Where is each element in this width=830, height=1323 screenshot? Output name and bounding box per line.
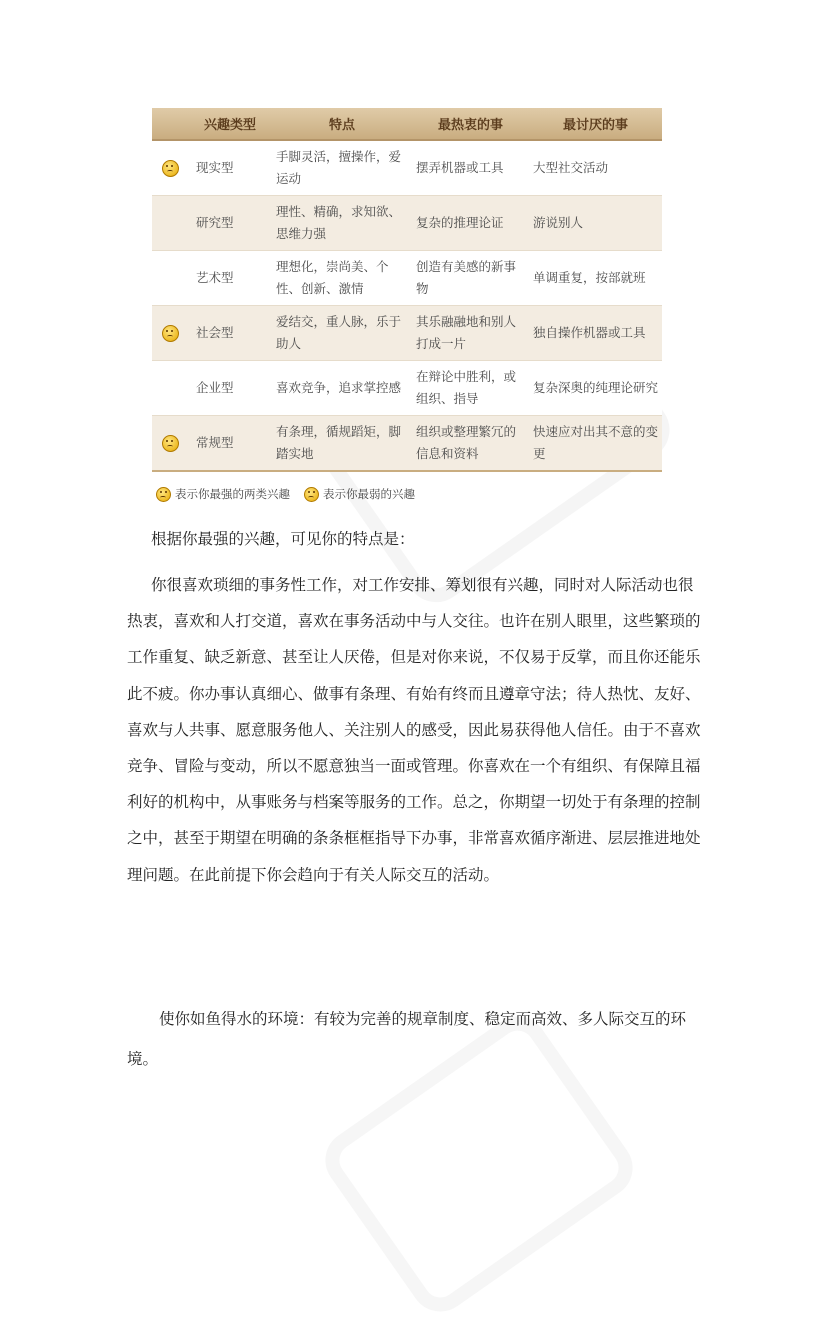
- dislike-cell: 游说别人: [529, 196, 662, 251]
- type-cell: 企业型: [188, 361, 272, 416]
- dislike-cell: 大型社交活动: [529, 140, 662, 196]
- type-cell: 常规型: [188, 416, 272, 472]
- like-cell: 摆弄机器或工具: [412, 140, 529, 196]
- table-row: [152, 140, 662, 196]
- header-icon: [152, 108, 188, 140]
- table-header-row: [152, 108, 662, 140]
- body-paragraph: 你很喜欢琐细的事务性工作，对工作安排、筹划很有兴趣，同时对人际活动也很热衷，喜欢和人打交道，喜欢在事务活动中与人交往。也许在别人眼里，这些繁琐的工作重复、缺乏新意、甚至让人厌倦，但是对你来说，不仅易于反掌，而且你还能乐此不疲。你办事认真细心、做事有条理、有始有终而且遵章守法；待人热忱、友好、喜欢与人共事、愿意服务他人、关注别人的感受，因此易获得他人信任。由于不喜欢竞争、冒险与变动，所以不愿意独当一面或管理。你喜欢在一个有组织、有保障且福利好的机构中，从事账务与档案等服务的工作。总之，你期望一切处于有条理的控制之中，甚至于期望在明确的条条框框指导下办事，非常喜欢循序渐进、层层推进地处理问题。在此前提下你会趋向于有关人际交互的活动。: [127, 576, 701, 884]
- type-cell: 艺术型: [188, 251, 272, 306]
- header-least-favorite: 最讨厌的事: [529, 108, 662, 140]
- dislike-cell: 复杂深奥的纯理论研究: [529, 361, 662, 416]
- legend-weak-label: 表示你最弱的兴趣: [323, 487, 415, 501]
- feature-cell: 理性、精确，求知欲、思维力强: [272, 196, 412, 251]
- row-icon-cell: [152, 361, 188, 416]
- table-row: [152, 251, 662, 306]
- strong-face-icon: [162, 325, 179, 342]
- dislike-cell: 独自操作机器或工具: [529, 306, 662, 361]
- row-icon-cell: [152, 140, 188, 196]
- row-icon-cell: [152, 196, 188, 251]
- feature-cell: 理想化，崇尚美、个性、创新、激情: [272, 251, 412, 306]
- table-row: [152, 361, 662, 416]
- table-row: [152, 306, 662, 361]
- environment-paragraph: 使你如鱼得水的环境：有较为完善的规章制度、稳定而高效、多人际交互的环境。: [127, 1010, 687, 1068]
- interest-table-figure: [152, 108, 662, 472]
- table-row: [152, 196, 662, 251]
- interest-type-table: [152, 108, 662, 472]
- row-icon-cell: [152, 306, 188, 361]
- type-cell: 现实型: [188, 140, 272, 196]
- feature-cell: 有条理，循规蹈矩，脚踏实地: [272, 416, 412, 472]
- table-legend: [156, 486, 415, 502]
- header-interest-type: 兴趣类型: [188, 108, 272, 140]
- weak-face-icon: [304, 487, 319, 502]
- dislike-cell: 快速应对出其不意的变更: [529, 416, 662, 472]
- type-cell: 研究型: [188, 196, 272, 251]
- strong-face-icon: [156, 487, 171, 502]
- row-icon-cell: [152, 251, 188, 306]
- row-icon-cell: [152, 416, 188, 472]
- like-cell: 创造有美感的新事物: [412, 251, 529, 306]
- table-row: [152, 416, 662, 472]
- feature-cell: 爱结交，重人脉，乐于助人: [272, 306, 412, 361]
- weak-face-icon: [162, 160, 179, 177]
- legend-strong-label: 表示你最强的两类兴趣: [175, 487, 290, 501]
- like-cell: 在辩论中胜利，或组织、指导: [412, 361, 529, 416]
- strong-face-icon: [162, 435, 179, 452]
- like-cell: 组织或整理繁冗的信息和资料: [412, 416, 529, 472]
- like-cell: 其乐融融地和别人打成一片: [412, 306, 529, 361]
- feature-cell: 喜欢竞争，追求掌控感: [272, 361, 412, 416]
- header-favorite: 最热衷的事: [412, 108, 529, 140]
- dislike-cell: 单调重复，按部就班: [529, 251, 662, 306]
- feature-cell: 手脚灵活，擅操作，爱运动: [272, 140, 412, 196]
- header-features: 特点: [272, 108, 412, 140]
- type-cell: 社会型: [188, 306, 272, 361]
- like-cell: 复杂的推理论证: [412, 196, 529, 251]
- intro-paragraph: 根据你最强的兴趣，可见你的特点是：: [151, 530, 415, 548]
